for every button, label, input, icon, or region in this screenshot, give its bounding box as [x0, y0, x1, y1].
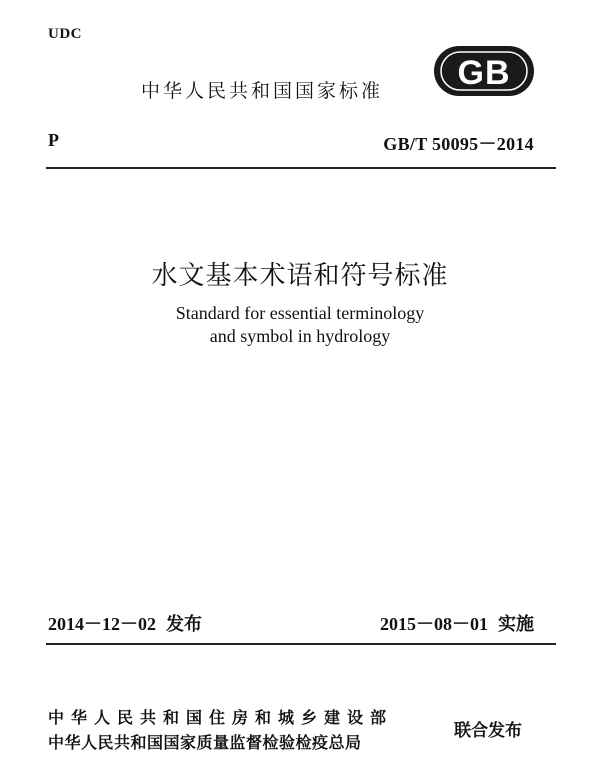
- gb-logo-text: GB: [457, 54, 511, 92]
- issue-date-value: 2014－12－02: [48, 614, 156, 634]
- title-english-line-1: Standard for essential terminology: [175, 303, 425, 323]
- joint-issue-label: 联合发布: [454, 721, 522, 741]
- title-chinese: 水文基本术语和符号标准: [151, 261, 449, 291]
- publisher-aqsiq: 中华人民共和国国家质量监督检验检疫总局: [48, 733, 362, 752]
- gb-logo: [432, 44, 536, 98]
- standard-number: GB/T 50095－2014: [383, 134, 534, 154]
- national-standard-heading: 中华人民共和国国家标准: [141, 80, 384, 102]
- title-english: [0, 302, 600, 348]
- issue-date-label: 发布: [166, 614, 202, 635]
- bottom-divider: [46, 643, 556, 645]
- classification-code: P: [48, 130, 59, 150]
- implementation-date-value: 2015－08－01: [380, 614, 488, 634]
- udc-label: UDC: [48, 26, 82, 42]
- implementation-date: [380, 610, 534, 636]
- publisher-ministry-housing: 中华人民共和国住房和城乡建设部: [48, 708, 394, 727]
- implementation-date-label: 实施: [498, 614, 534, 635]
- top-divider: [46, 167, 556, 169]
- title-english-line-2: and symbol in hydrology: [209, 326, 391, 346]
- issue-date: [48, 610, 202, 636]
